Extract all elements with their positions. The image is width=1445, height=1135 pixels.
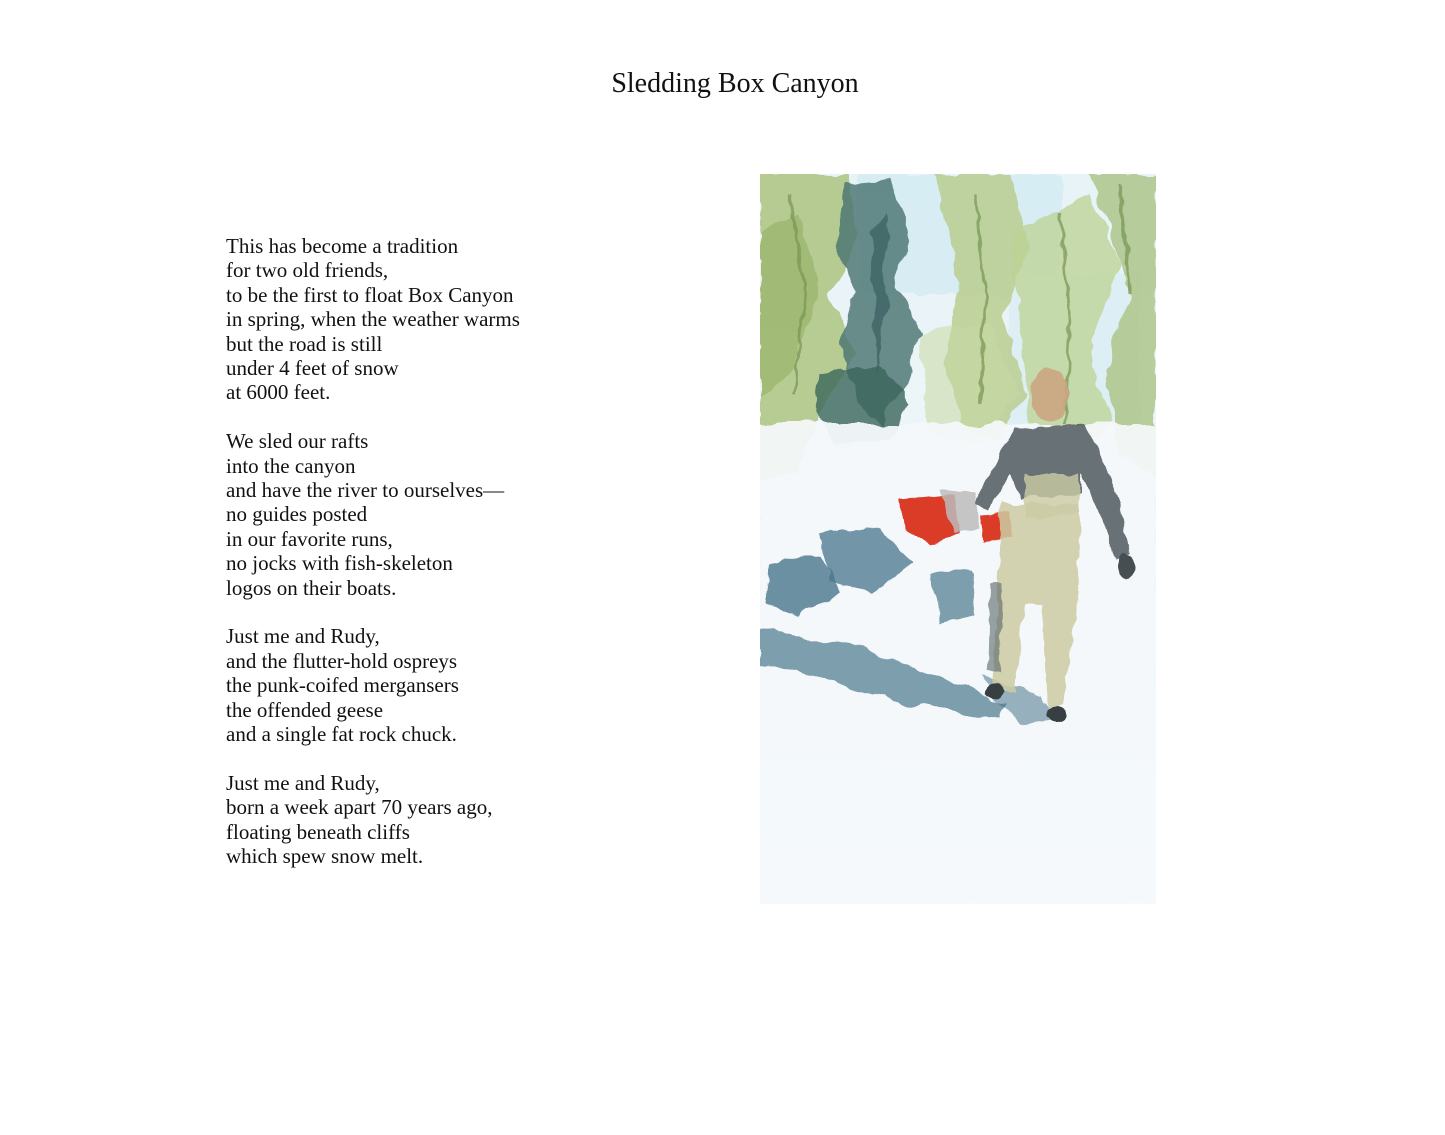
paper-texture [760,174,1156,904]
poem-line: in spring, when the weather warms [226,307,520,332]
poem-line: This has become a tradition [226,234,459,258]
poem-line: to be the first to float Box Canyon [226,282,514,307]
poem-line: under 4 feet of snow [226,356,399,381]
poem-line: no jocks with fish-skeleton [226,551,453,576]
poem-line: and have the river to ourselves— [226,478,505,503]
poem-line: into the canyon [226,453,356,478]
poem-line: We sled our rafts [226,429,369,454]
poem-stanza-2 [226,429,706,600]
poem-line: the punk-coifed mergansers [226,673,459,698]
poem-line: and the flutter-hold ospreys [226,648,458,673]
poem-line: no guides posted [226,502,368,527]
poem-line: but the road is still [226,331,383,356]
page-title: Sledding Box Canyon [611,68,859,99]
poem-line: born a week apart 70 years ago, [226,795,493,820]
poem-stanza-3 [226,624,706,746]
poem-line: Just me and Rudy, [226,624,380,649]
poem-line: floating beneath cliffs [226,819,410,844]
poem-line: for two old friends, [226,258,389,283]
poem-line: the offended geese [226,697,384,722]
poem-line: logos on their boats. [226,575,397,600]
poem-stanza-4 [226,771,706,869]
poem-line: in our favorite runs, [226,526,393,551]
poem-line: which spew snow melt. [226,844,424,869]
watercolor-illustration [760,174,1156,904]
poem-line: and a single fat rock chuck. [226,722,457,747]
poem-stanza-1 [226,234,706,405]
poem-line: at 6000 feet. [226,380,331,405]
poem [226,234,706,893]
poem-line: Just me and Rudy, [226,770,380,795]
illustration-svg [760,174,1156,904]
